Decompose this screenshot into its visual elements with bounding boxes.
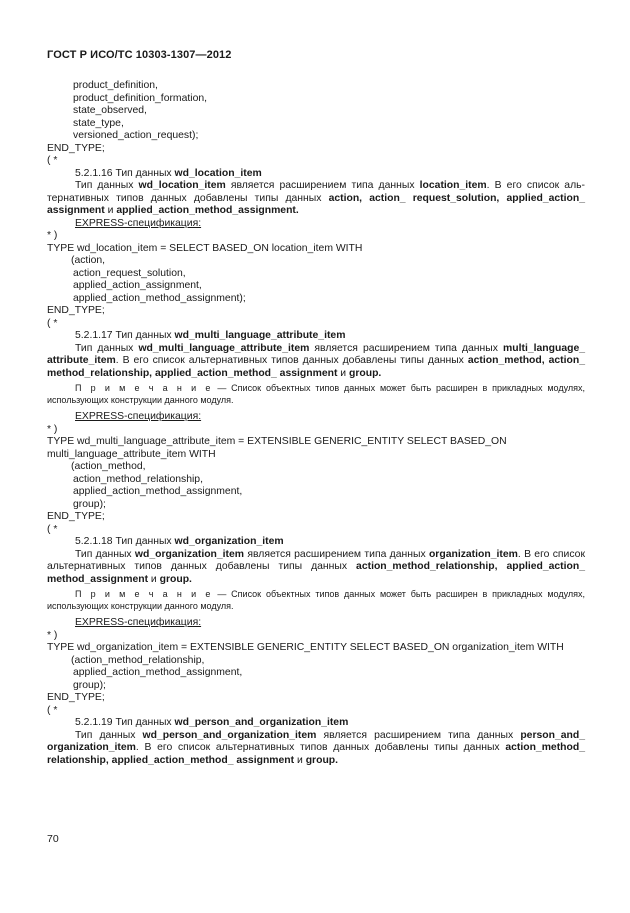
code-line: applied_action_method_assignment,	[73, 486, 243, 497]
comment-open: ( *	[47, 155, 58, 166]
comment-open: ( *	[47, 523, 58, 535]
heading-prefix: 5.2.1.18 Тип данных	[75, 536, 175, 547]
comment-close: * )	[47, 230, 58, 241]
note-text: — Список объектных типов данных может быть расширен в прикладных модулях, использующих конструкции данного модуля.	[47, 589, 585, 611]
heading-name: wd_organization_item	[174, 536, 284, 547]
code-line: product_definition_formation,	[73, 92, 208, 104]
section-heading	[47, 717, 585, 730]
code-type-line: TYPE wd_multi_language_attribute_item = EXTENSIBLE GENERIC_ENTITY SELECT BASED_ON	[47, 436, 507, 447]
note-label: П р и м е ч а н и е	[75, 383, 213, 393]
code-line: action_request_solution,	[73, 267, 186, 279]
section-paragraph: Тип данных wd_person_and_organization_item является расширением типа данных person_and_ organization_item. В его список альтернативных типов данных добавлены типы данных action_method_ relationship, applied_action_method_ assignment и group.	[47, 729, 585, 766]
code-line: (action_method,	[71, 461, 146, 472]
express-spec-label: EXPRESS-спецификация:	[75, 617, 202, 628]
heading-prefix: 5.2.1.16 Тип данных	[75, 167, 175, 179]
express-spec-label: EXPRESS-спецификация:	[75, 217, 202, 229]
code-line: group);	[73, 498, 106, 510]
comment-close: * )	[47, 629, 58, 641]
code-line: group);	[73, 679, 106, 691]
page-body	[47, 80, 585, 767]
comment-close: * )	[47, 423, 58, 435]
code-line: state_type,	[73, 117, 124, 129]
section-paragraph: Тип данных wd_multi_language_attribute_item является расширением типа данных multi_language_ attribute_item. В его список альтернативных типов данных добавлены типы данных action_method, action_ method_relationship, applied_action_method_ assignment и group.	[47, 342, 586, 379]
code-line: applied_action_method_assignment,	[73, 667, 243, 678]
code-end-type: END_TYPE;	[47, 142, 105, 154]
code-line: applied_action_assignment,	[73, 280, 202, 291]
page-header: ГОСТ Р ИСО/ТС 10303-1307—2012	[47, 49, 232, 61]
heading-name: wd_person_and_organization_item	[174, 717, 349, 728]
code-line: versioned_action_request);	[73, 130, 199, 141]
note-paragraph	[47, 383, 585, 406]
section-heading	[47, 168, 585, 181]
heading-prefix: 5.2.1.19 Тип данных	[75, 717, 175, 728]
code-line: (action,	[71, 255, 106, 266]
note-text: — Список объектных типов данных может быть расширен в прикладных модулях, использующих конструкции данного модуля.	[47, 383, 585, 405]
code-line: applied_action_method_assignment);	[73, 292, 246, 304]
heading-prefix: 5.2.1.17 Тип данных	[75, 330, 175, 341]
code-type-line: TYPE wd_location_item = SELECT BASED_ON location_item WITH	[47, 242, 363, 254]
section-heading	[47, 536, 585, 549]
note-label: П р и м е ч а н и е	[75, 589, 213, 599]
code-line: action_method_relationship,	[73, 473, 203, 485]
code-line: product_definition,	[73, 80, 158, 91]
express-spec-label: EXPRESS-спецификация:	[75, 411, 202, 422]
page-number: 70	[47, 833, 59, 845]
code-end-type: END_TYPE;	[47, 511, 105, 522]
comment-open: ( *	[47, 317, 58, 329]
code-end-type: END_TYPE;	[47, 692, 105, 703]
comment-open: ( *	[47, 704, 58, 716]
code-type-line: TYPE wd_organization_item = EXTENSIBLE GENERIC_ENTITY SELECT BASED_ON organization_item WITH	[47, 642, 564, 653]
section-heading	[47, 330, 585, 343]
heading-name: wd_location_item	[174, 167, 262, 179]
note-paragraph	[47, 589, 585, 612]
code-end-type: END_TYPE;	[47, 305, 105, 316]
heading-name: wd_multi_language_attribute_item	[174, 330, 346, 341]
code-type-line: multi_language_attribute_item WITH	[47, 448, 216, 460]
code-line: state_observed,	[73, 105, 147, 116]
code-line: (action_method_relationship,	[71, 654, 205, 666]
section-paragraph: Тип данных wd_organization_item является расширением типа данных organization_item. В его список альтернативных типов данных добавлены типы данных action_method_relationship, applied_action_ method_assignment и group.	[47, 548, 585, 585]
section-paragraph: Тип данных wd_location_item является расширением типа данных location_item. В его список аль-тернативных типов данных добавлены типы данных action, action_ request_solution, applied_action_ assignment и applied_action_method_assignment.	[47, 180, 586, 216]
